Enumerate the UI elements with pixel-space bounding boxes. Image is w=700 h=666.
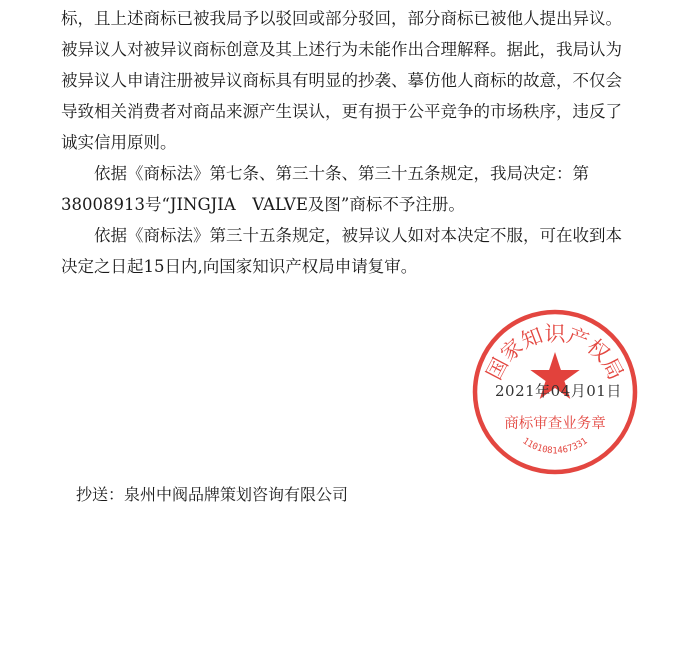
text-line: 38008913号“JINGJIA VALVE及图”商标不予注册。 <box>61 195 465 214</box>
seal-serial-number: 1101081467331 <box>520 436 590 457</box>
paragraph-decision <box>61 158 651 220</box>
paragraph-reasoning <box>61 3 651 158</box>
text-line: 标，且上述商标已被我局予以驳回或部分驳回，部分商标已被他人提出异议。 <box>61 9 622 28</box>
text-line: 被异议人申请注册被异议商标具有明显的抄袭、摹仿他人商标的故意，不仅会 <box>61 71 622 90</box>
seal-top-text: 国家知识产权局 <box>481 322 629 384</box>
text-line: 依据《商标法》第三十五条规定，被异议人如对本决定不服，可在收到本 <box>61 226 622 245</box>
text-line: 诚实信用原则。 <box>61 133 177 152</box>
cc-recipient-line: 抄送：泉州中阀品牌策划咨询有限公司 <box>76 485 349 504</box>
text-line: 被异议人对被异议商标创意及其上述行为未能作出合理解释。据此，我局认为 <box>61 40 622 59</box>
paragraph-review-notice <box>61 220 651 282</box>
decision-date: 2021年04月01日 <box>495 382 622 400</box>
text-line: 导致相关消费者对商品来源产生误认，更有损于公平竞争的市场秩序，违反了 <box>61 102 622 121</box>
text-line: 决定之日起15日内,向国家知识产权局申请复审。 <box>61 257 418 276</box>
seal-bottom-text: 商标审查业务章 <box>504 416 606 432</box>
text-line: 依据《商标法》第七条、第三十条、第三十五条规定，我局决定：第 <box>61 164 589 183</box>
